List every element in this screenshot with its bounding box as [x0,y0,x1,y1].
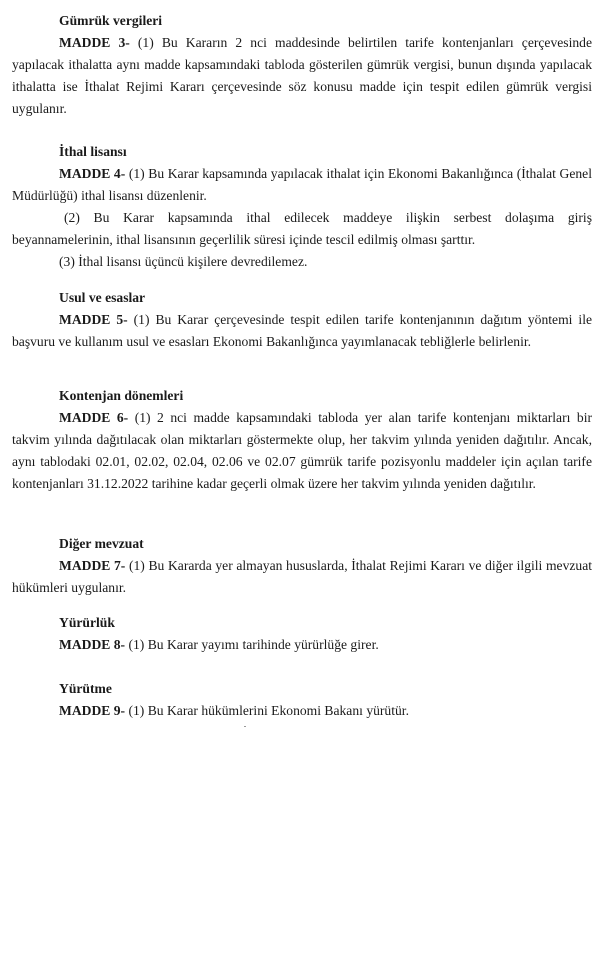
article-quota-periods [12,385,592,495]
article-number: MADDE 8- [59,637,126,652]
article-paragraph [12,163,592,207]
article-paragraph [12,634,592,656]
article-import-license [12,141,592,273]
section-heading: Yürürlük [59,615,115,630]
article-paragraph [12,555,592,599]
article-other-legislation [12,533,592,599]
article-paragraph [12,251,592,273]
article-number: MADDE 9- [59,703,126,718]
article-paragraph [12,32,592,120]
paragraph-text: (1) Bu Karar çerçevesinde tespit edilen tarife kontenjanının dağıtım yöntemi ile başvuru ve kullanım usul ve esasları Ekonomi Bakanlığınca yayımlanacak tebliğlerle belirlenir. [12,312,592,349]
section-heading: Gümrük vergileri [59,13,163,28]
article-effective-date [12,612,592,656]
article-number: MADDE 6- [59,410,129,425]
paragraph-text: (1) Bu Karar kapsamında yapılacak ithalat için Ekonomi Bakanlığınca (İthalat Genel Müdürlüğü) ithal lisansı düzenlenir. [12,166,592,203]
article-number: MADDE 7- [59,558,126,573]
section-heading: İthal lisansı [59,144,127,159]
paragraph-text: (1) 2 nci madde kapsamındaki tabloda yer alan tarife kontenjanı miktarları bir takvim yılında dağıtılacak olan miktarları göstermekte olup, her takvim yılında yeniden dağıtılır. Ancak, aynı tablodaki 02.01, 02.02, 02.04, 02.06 ve 02.07 gümrük tarife pozisyonlu maddeler için açılan tarife kontenjanları 31.12.2022 tarihine kadar geçerli olmak üzere her takvim yılında yeniden dağıtılır. [12,410,592,491]
article-number: MADDE 4- [59,166,126,181]
article-number: MADDE 3- [59,35,130,50]
article-paragraph [12,207,592,251]
scan-speck [244,726,246,727]
paragraph-text: (2) Bu Karar kapsamında ithal edilecek maddeye ilişkin serbest dolaşıma giriş beyannamelerinin, ithal lisansının geçerlilik süresi içinde tescil edilmiş olması şarttır. [12,210,592,247]
article-paragraph [12,407,592,495]
section-heading: Yürütme [59,681,112,696]
paragraph-text: (1) Bu Karar hükümlerini Ekonomi Bakanı yürütür. [125,703,409,718]
paragraph-text: (1) Bu Karar yayımı tarihinde yürürlüğe girer. [125,637,379,652]
article-execution [12,678,592,722]
article-procedures [12,287,592,353]
article-number: MADDE 5- [59,312,128,327]
article-customs-duties [12,10,592,120]
paragraph-text: (1) Bu Kararın 2 nci maddesinde belirtilen tarife kontenjanları çerçevesinde yapılacak ithalatta aynı madde kapsamındaki tabloda gösterilen gümrük vergisi, bunun dışında yapılacak ithalatta ise İthalat Rejimi Kararı çerçevesinde söz konusu madde için tespit edilen gümrük vergisi uygulanır. [12,35,592,116]
section-heading: Kontenjan dönemleri [59,388,184,403]
section-heading: Usul ve esaslar [59,290,146,305]
paragraph-text: (3) İthal lisansı üçüncü kişilere devredilemez. [59,254,308,269]
section-heading: Diğer mevzuat [59,536,144,551]
paragraph-text: (1) Bu Kararda yer almayan hususlarda, İthalat Rejimi Kararı ve diğer ilgili mevzuat hükümleri uygulanır. [12,558,593,595]
article-paragraph [12,309,592,353]
article-paragraph [12,700,592,722]
